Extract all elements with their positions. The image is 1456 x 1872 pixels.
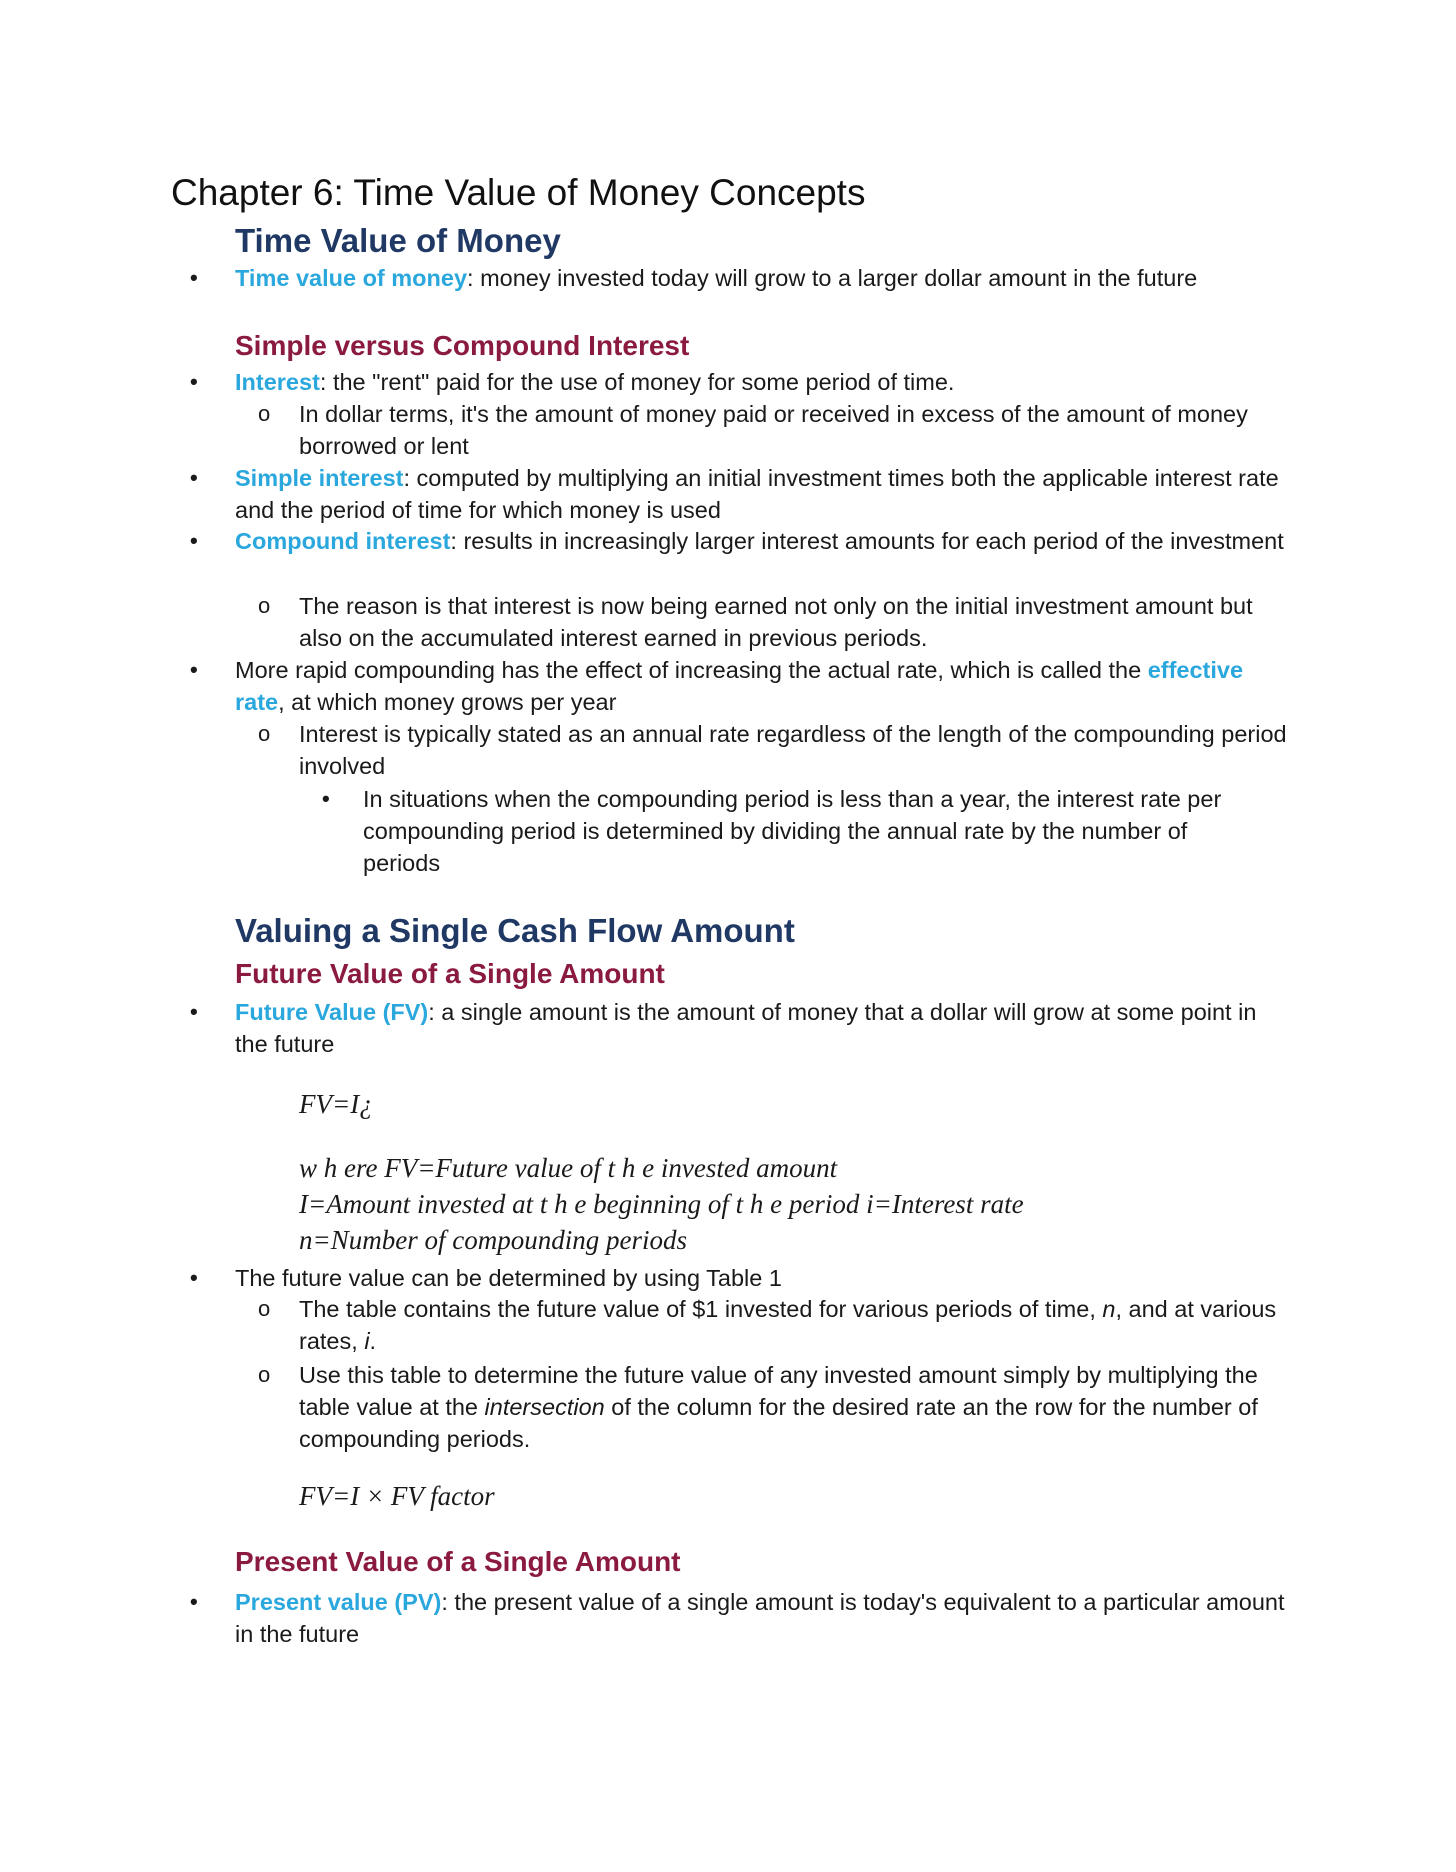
formula-where-line-1: w h ere FV=Future value of t h e invested amount	[299, 1153, 838, 1183]
list-item-table-usage	[299, 1359, 1289, 1455]
sub-bullet-marker: o	[258, 1296, 271, 1321]
sub-bullet-marker: o	[258, 721, 271, 746]
text-segment: Use this table to determine the future value of any invested amount simply by multiplying the table value at the	[299, 1362, 1258, 1420]
list-item-annual-rate: Interest is typically stated as an annual rate regardless of the length of the compounding period involved	[299, 721, 1287, 779]
heading-present-value-single: Present Value of a Single Amount	[235, 1546, 681, 1577]
term-simple-interest: Simple interest	[235, 465, 404, 491]
term-present-value: Present value (PV)	[235, 1589, 442, 1615]
heading-simple-vs-compound: Simple versus Compound Interest	[235, 330, 690, 361]
bullet-marker: •	[190, 369, 198, 394]
bullet-marker: •	[190, 528, 198, 553]
definition-text: : computed by multiplying an initial investment times both the applicable interest rate and the period of time for which money is used	[235, 465, 1279, 523]
heading-time-value-of-money: Time Value of Money	[235, 222, 561, 259]
term-compound-interest: Compound interest	[235, 528, 451, 554]
definition-text: : results in increasingly larger interest amounts for each period of the investment	[450, 528, 1284, 554]
fv-factor-formula: FV=I × FV factor	[299, 1481, 495, 1511]
term-time-value-of-money: Time value of money	[235, 265, 468, 291]
heading-future-value-single: Future Value of a Single Amount	[235, 958, 665, 989]
effective-rate-text-post: , at which money grows per year	[278, 689, 617, 715]
text-segment: , and at various rates,	[299, 1296, 1277, 1354]
list-item-compound-interest	[235, 525, 1285, 557]
definition-text: : the "rent" paid for the use of money for some period of time.	[319, 369, 955, 395]
definition-text: : a single amount is the amount of money that a dollar will grow at some point in the future	[235, 999, 1257, 1057]
list-item-compounding-period: In situations when the compounding period is less than a year, the interest rate per compounding period is determined by dividing the annual rate by the number of periods	[363, 786, 1222, 876]
sub-bullet-marker: o	[258, 401, 271, 426]
list-item-future-value	[235, 996, 1285, 1060]
definition-text: : money invested today will grow to a larger dollar amount in the future	[467, 265, 1198, 291]
term-interest: Interest	[235, 369, 320, 395]
list-item-effective-rate	[235, 654, 1285, 718]
text-segment: The table contains the future value of $1 invested for various periods of time,	[299, 1296, 1103, 1322]
text-segment: .	[369, 1328, 377, 1354]
term-future-value: Future Value (FV)	[235, 999, 429, 1025]
sub-bullet-marker: o	[258, 1362, 271, 1387]
formula-where-line-2: I=Amount invested at t h e beginning of t h e period i=Interest rate	[299, 1189, 1024, 1219]
list-item-present-value	[235, 1586, 1285, 1650]
list-item-table-1: The future value can be determined by using Table 1	[235, 1265, 782, 1291]
effective-rate-text-pre: More rapid compounding has the effect of increasing the actual rate, which is called the	[235, 657, 1148, 683]
bullet-marker: •	[190, 657, 198, 682]
text-segment: of the column for the desired rate an the row for the number of compounding periods.	[299, 1394, 1258, 1452]
sub-bullet-marker: o	[258, 593, 271, 618]
bullet-marker: •	[190, 1265, 198, 1290]
list-item-interest-detail: In dollar terms, it's the amount of money paid or received in excess of the amount of money borrowed or lent	[299, 401, 1248, 459]
term-effective-rate: effective rate	[235, 657, 1244, 715]
fv-formula: FV=I¿	[299, 1089, 373, 1119]
sub-sub-bullet-marker: •	[322, 786, 330, 811]
list-item-tvm-definition	[235, 262, 1285, 294]
list-item-interest	[235, 366, 1285, 398]
bullet-marker: •	[190, 465, 198, 490]
list-item-compound-reason: The reason is that interest is now being earned not only on the initial investment amount but also on the accumulated interest earned in previous periods.	[299, 593, 1253, 651]
formula-where-line-3: n=Number of compounding periods	[299, 1225, 687, 1255]
variable-i: i	[364, 1328, 370, 1354]
bullet-marker: •	[190, 265, 198, 290]
list-item-simple-interest	[235, 462, 1285, 526]
list-item-table-contents	[299, 1293, 1289, 1357]
definition-text: : the present value of a single amount is today's equivalent to a particular amount in the future	[235, 1589, 1285, 1647]
emphasis-intersection: intersection	[484, 1394, 605, 1420]
chapter-title: Chapter 6: Time Value of Money Concepts	[171, 172, 866, 213]
variable-n: n	[1102, 1296, 1116, 1322]
heading-valuing-single-cash-flow: Valuing a Single Cash Flow Amount	[235, 912, 795, 949]
bullet-marker: •	[190, 999, 198, 1024]
bullet-marker: •	[190, 1589, 198, 1614]
